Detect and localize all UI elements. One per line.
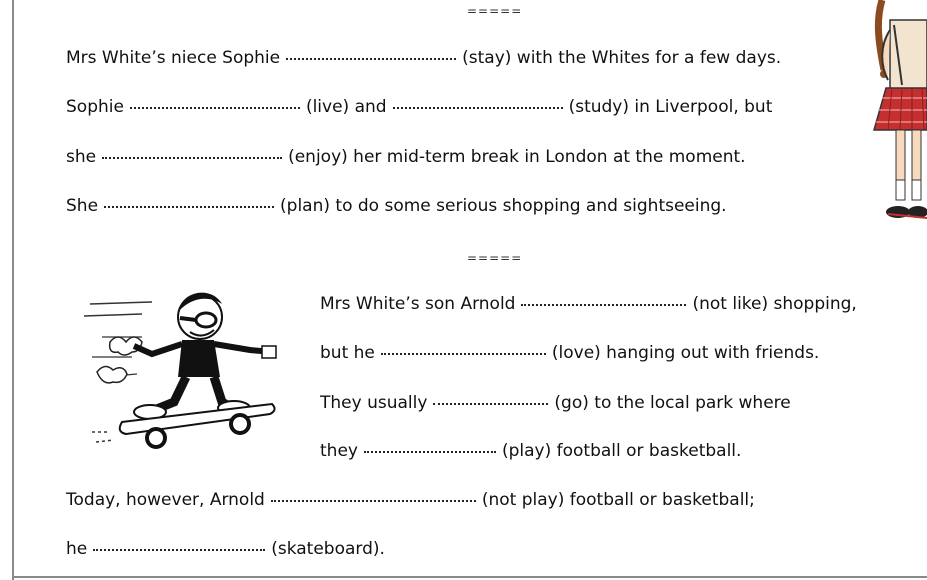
sentence-10-text-before: he xyxy=(66,539,88,559)
sentence-4-text-before: She xyxy=(66,196,99,216)
blank-4[interactable] xyxy=(104,205,274,208)
blank-3[interactable] xyxy=(102,156,282,159)
sentence-9-text-after: (not play) football or basketball; xyxy=(481,490,755,510)
sentence-10-text-after: (skateboard). xyxy=(271,539,385,559)
sentence-8-text-after: (play) football or basketball. xyxy=(501,441,742,461)
blank-1[interactable] xyxy=(286,57,456,60)
blank-5[interactable] xyxy=(521,303,686,306)
sentence-5 xyxy=(320,293,857,315)
sentence-8-text-before: they xyxy=(320,441,358,461)
sentence-7-text-before: They usually xyxy=(320,393,428,413)
separator-top: ===== xyxy=(467,4,523,18)
sentence-2-text-after: (study) in Liverpool, but xyxy=(568,97,773,117)
sentence-1 xyxy=(66,47,781,69)
sentence-6-text-before: but he xyxy=(320,343,375,363)
blank-10[interactable] xyxy=(93,548,265,551)
sentence-6 xyxy=(320,342,819,364)
blank-9[interactable] xyxy=(271,499,476,502)
sentence-1-text-after: (stay) with the Whites for a few days. xyxy=(462,48,782,68)
sentence-3-text-after: (enjoy) her mid-term break in London at the moment. xyxy=(288,147,746,167)
sentence-2-text-before: Sophie xyxy=(66,97,124,117)
sentence-4-text-after: (plan) to do some serious shopping and sightseeing. xyxy=(280,196,727,216)
skateboarder-illustration xyxy=(82,282,282,457)
sentence-5-text-after: (not like) shopping, xyxy=(692,294,857,314)
sentence-3-text-before: she xyxy=(66,147,97,167)
sentence-4 xyxy=(66,195,727,217)
blank-8[interactable] xyxy=(364,450,496,453)
sentence-3 xyxy=(66,146,746,168)
sentence-9 xyxy=(66,489,755,511)
sentence-5-text-before: Mrs White’s son Arnold xyxy=(320,294,516,314)
page-border-bottom xyxy=(12,576,927,578)
page-border-left xyxy=(12,0,14,580)
sentence-7-text-after: (go) to the local park where xyxy=(554,393,791,413)
sentence-8 xyxy=(320,440,741,462)
blank-6[interactable] xyxy=(381,352,546,355)
blank-7[interactable] xyxy=(433,402,548,405)
sentence-7 xyxy=(320,392,791,414)
separator-middle: ===== xyxy=(467,251,523,265)
girl-illustration xyxy=(872,0,927,230)
blank-2a[interactable] xyxy=(130,106,300,109)
blank-2b[interactable] xyxy=(393,106,563,109)
sentence-10 xyxy=(66,538,385,560)
sentence-9-text-before: Today, however, Arnold xyxy=(66,490,265,510)
sentence-2 xyxy=(66,96,772,118)
sentence-1-text-before: Mrs White’s niece Sophie xyxy=(66,48,281,68)
sentence-6-text-after: (love) hanging out with friends. xyxy=(551,343,820,363)
sentence-2-text-middle: (live) and xyxy=(305,97,387,117)
